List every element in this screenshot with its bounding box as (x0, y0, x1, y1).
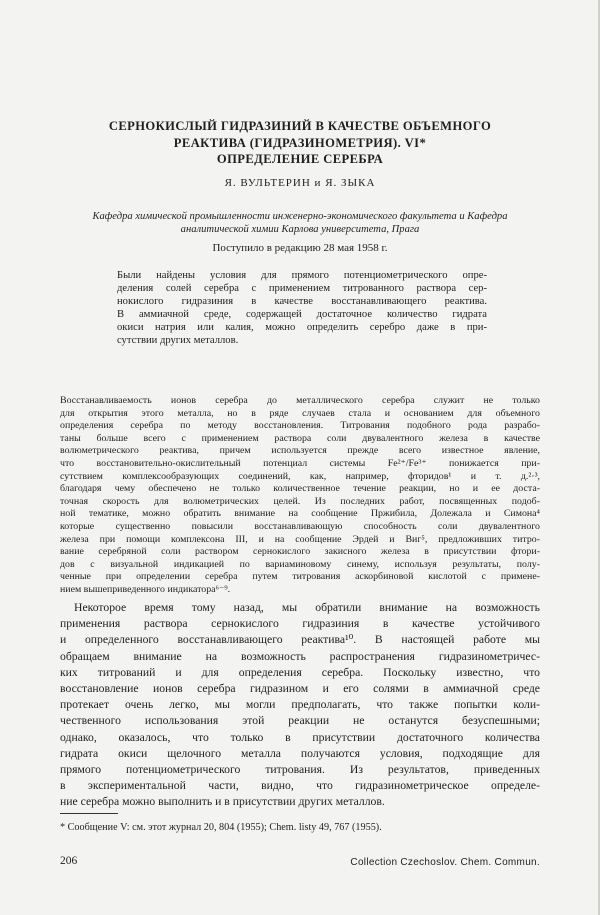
intro-line: вание серебряной соли раствором сернокислого закисного железа в присутствии фтори- (60, 546, 540, 558)
intro-line: определения серебра по методу восстановления. Титрования подобного рода разрабо- (60, 420, 540, 432)
footnote: * Сообщение V: см. этот журнал 20, 804 (1955); Chem. listy 49, 767 (1955). (60, 822, 382, 833)
intro-line: дов с визуальной индикацией по вариаминовому синему, используя результаты, полу- (60, 558, 540, 570)
body-line: протекает очень легко, мы могли предполагать, что также попытки коли- (60, 698, 540, 712)
intro-line: что восстановительно-окислительный потенциал системы Fe²⁺/Fe³⁺ понижается при- (60, 457, 540, 469)
intro-line: ной тематике, можно обратить внимание на сообщение Пржибила, Долежала и Симона⁴ (60, 508, 540, 520)
abstract (117, 269, 487, 347)
body-paragraph (60, 600, 540, 811)
abstract-line: сутствии других металлов. (117, 335, 239, 346)
abstract-line: окиси натрия или калия, можно определить серебро даже в при- (117, 322, 487, 333)
intro-line: сутствием комплексообразующих соединений, как, например, фторидов¹ и т. д.²·³, (60, 470, 540, 482)
body-line: восстановление ионов серебра гидразином и его солями в аммиачной среде (60, 682, 540, 696)
body-line: однако, оказалось, что только в присутствии достаточного количества (60, 730, 540, 744)
body-line: обращаем внимание на возможность распространения гидразинометричес- (60, 649, 540, 663)
title-line: СЕРНОКИСЛЫЙ ГИДРАЗИНИЙ В КАЧЕСТВЕ ОБЪЕМНОГО (108, 119, 492, 133)
affiliation-line: аналитической химии Карлова университета, Прага (180, 224, 420, 235)
article-title (60, 118, 540, 168)
intro-line: для открытия этого металла, но в ряде случаев стала и основанием для объемного (60, 407, 540, 419)
intro-paragraph (60, 395, 540, 597)
abstract-line: В аммиачной среде, содержащей достаточное количество гидрата (117, 309, 487, 320)
intro-line: которые существенно повысили восстанавливающую способность соли двувалентного (60, 520, 540, 532)
received-date: Поступило в редакцию 28 мая 1958 г. (212, 242, 388, 254)
body-line: Некоторое время тому назад, мы обратили внимание на возможность (74, 601, 540, 614)
intro-line: железа при помощи комплексона III, и на сообщение Эрдей и Виг⁵, предложивших титро- (60, 533, 540, 545)
intro-line: Восстанавливаемость ионов серебра до металлического серебра служит не только (60, 395, 540, 406)
body-line: и определенного восстанавливающего реактива¹⁰. В настоящей работе мы (60, 633, 540, 647)
body-line: ние серебра можно выполнить и в присутствии других металлов. (60, 795, 385, 809)
intro-line: ченные при определении серебра путем титрования аскорбиновой кислотой с примене- (60, 571, 540, 583)
journal-name: Collection Czechoslov. Chem. Commun. (350, 857, 540, 868)
intro-line: точная скорость для волюметрических целей. Из последних работ, посвященных подоб- (60, 495, 540, 507)
body-line: прямого потенциометрического титрования. Из результатов, приведенных (60, 763, 540, 777)
abstract-line: Были найдены условия для прямого потенциометрического опре- (117, 270, 487, 281)
body-line: ких титрований и для определения серебра. Поскольку известно, что (60, 665, 540, 679)
intro-line: нием вышеприведенного индикатора⁶⁻⁹. (60, 583, 231, 595)
page-number: 206 (60, 855, 78, 867)
abstract-line: нокислого гидразиния в качестве восстанавливающего реактива. (117, 296, 487, 307)
title-line: ОПРЕДЕЛЕНИЕ СЕРЕБРА (216, 152, 384, 166)
intro-line: волюметрического реактива, причем используется прежде всего известное явление, (60, 445, 540, 457)
affiliation (28, 210, 572, 236)
body-line: чественного использования этой реакции не останутся безуспешными; (60, 714, 540, 728)
abstract-line: деления солей серебра с применением титрованного раствора сер- (117, 283, 487, 294)
body-line: гидрата окиси щелочного металла получаются условия, подходящие для (60, 746, 540, 760)
body-line: в экспериментальной части, видно, что гидразинометрическое определе- (60, 779, 540, 793)
intro-line: таны больше всего с применением раствора соли двувалентного железа в качестве (60, 432, 540, 444)
title-line: РЕАКТИВА (ГИДРАЗИНОМЕТРИЯ). VI* (173, 135, 427, 150)
footnote-divider (60, 813, 118, 814)
authors: Я. ВУЛЬТЕРИН и Я. ЗЫКА (224, 177, 376, 189)
intro-line: благодаря чему обеспечено не только количественное течение реакции, но и ее доста- (60, 483, 540, 495)
affiliation-line: Кафедра химической промышленности инженерно-экономического факультета и Кафедра (92, 211, 508, 222)
body-line: применения раствора сернокислого гидразиния в качестве устойчивого (60, 617, 540, 631)
